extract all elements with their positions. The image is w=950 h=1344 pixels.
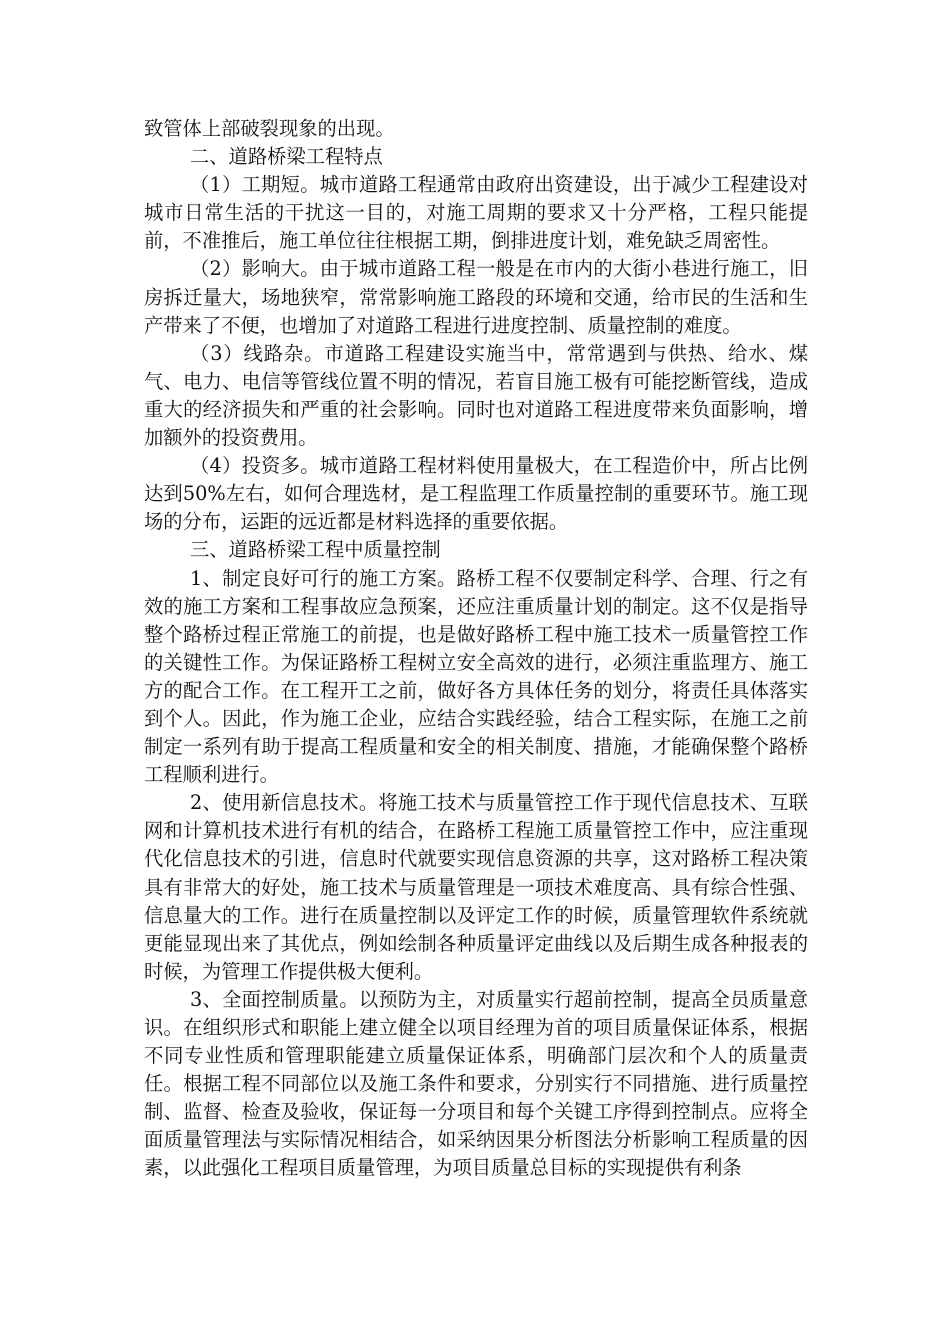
paragraph-complex-lines: （3）线路杂。市道路工程建设实施当中，常常遇到与供热、给水、煤气、电力、电信等管线位置不明的情况，若盲目施工极有可能挖断管线，造成重大的经济损失和严重的社会影响。同时也对道路工程进度带来负面影响，增加额外的投资费用。 (144, 341, 808, 450)
section-heading-characteristics: 二、道路桥梁工程特点 (190, 145, 383, 169)
paragraph-comprehensive-quality: 3、全面控制质量。以预防为主，对质量实行超前控制，提高全员质量意识。在组织形式和职能上建立健全以项目经理为首的项目质量保证体系，根据不同专业性质和管理职能建立质量保证体系，明确部门层次和个人的质量责任。根据工程不同部位以及施工条件和要求，分别实行不同措施、进行质量控制、监督、检查及验收，保证每一分项目和每个关键工序得到控制点。应将全面质量管理法与实际情况相结合，如采纳因果分析图法分析影响工程质量的因素，以此强化工程项目质量管理，为项目质量总目标的实现提供有利条 (144, 987, 808, 1180)
paragraph-short-duration: （1）工期短。城市道路工程通常由政府出资建设，出于减少工程建设对城市日常生活的干扰这一目的，对施工周期的要求又十分严格，工程只能提前，不准推后，施工单位往往根据工期，倒排进度计划，难免缺乏周密性。 (144, 173, 808, 253)
paragraph-large-impact: （2）影响大。由于城市道路工程一般是在市内的大街小巷进行施工，旧房拆迁量大，场地狭窄，常常影响施工路段的环境和交通，给市民的生活和生产带来了不便，也增加了对道路工程进行进度控制、质量控制的难度。 (144, 257, 808, 337)
continuation-text: 致管体上部破裂现象的出现。 (144, 117, 395, 140)
section-heading-quality-control: 三、道路桥梁工程中质量控制 (190, 538, 441, 562)
paragraph-construction-plan: 1、制定良好可行的施工方案。路桥工程不仅要制定科学、合理、行之有效的施工方案和工程事故应急预案，还应注重质量计划的制定。这不仅是指导整个路桥过程正常施工的前提，也是做好路桥工程中施工技术一质量管控工作的关键性工作。为保证路桥工程树立安全高效的进行，必须注重监理方、施工方的配合工作。在工程开工之前，做好各方具体任务的划分，将责任具体落实到个人。因此，作为施工企业，应结合实践经验，结合工程实际，在施工之前制定一系列有助于提高工程质量和安全的相关制度、措施，才能确保整个路桥工程顺利进行。 (144, 566, 808, 787)
paragraph-information-technology: 2、使用新信息技术。将施工技术与质量管控工作于现代信息技术、互联网和计算机技术进行有机的结合，在路桥工程施工质量管控工作中，应注重现代化信息技术的引进，信息时代就要实现信息资源的共享，这对路桥工程决策具有非常大的好处，施工技术与质量管理是一项技术难度高、具有综合性强、信息量大的工作。进行在质量控制以及评定工作的时候，质量管理软件系统就更能显现出来了其优点，例如绘制各种质量评定曲线以及后期生成各种报表的时候，为管理工作提供极大便利。 (144, 791, 808, 983)
paragraph-high-investment: （4）投资多。城市道路工程材料使用量极大，在工程造价中，所占比例达到50%左右，如何合理选材，是工程监理工作质量控制的重要环节。施工现场的分布，运距的远近都是材料选择的重要依据。 (144, 454, 808, 534)
document-page (144, 115, 808, 1183)
